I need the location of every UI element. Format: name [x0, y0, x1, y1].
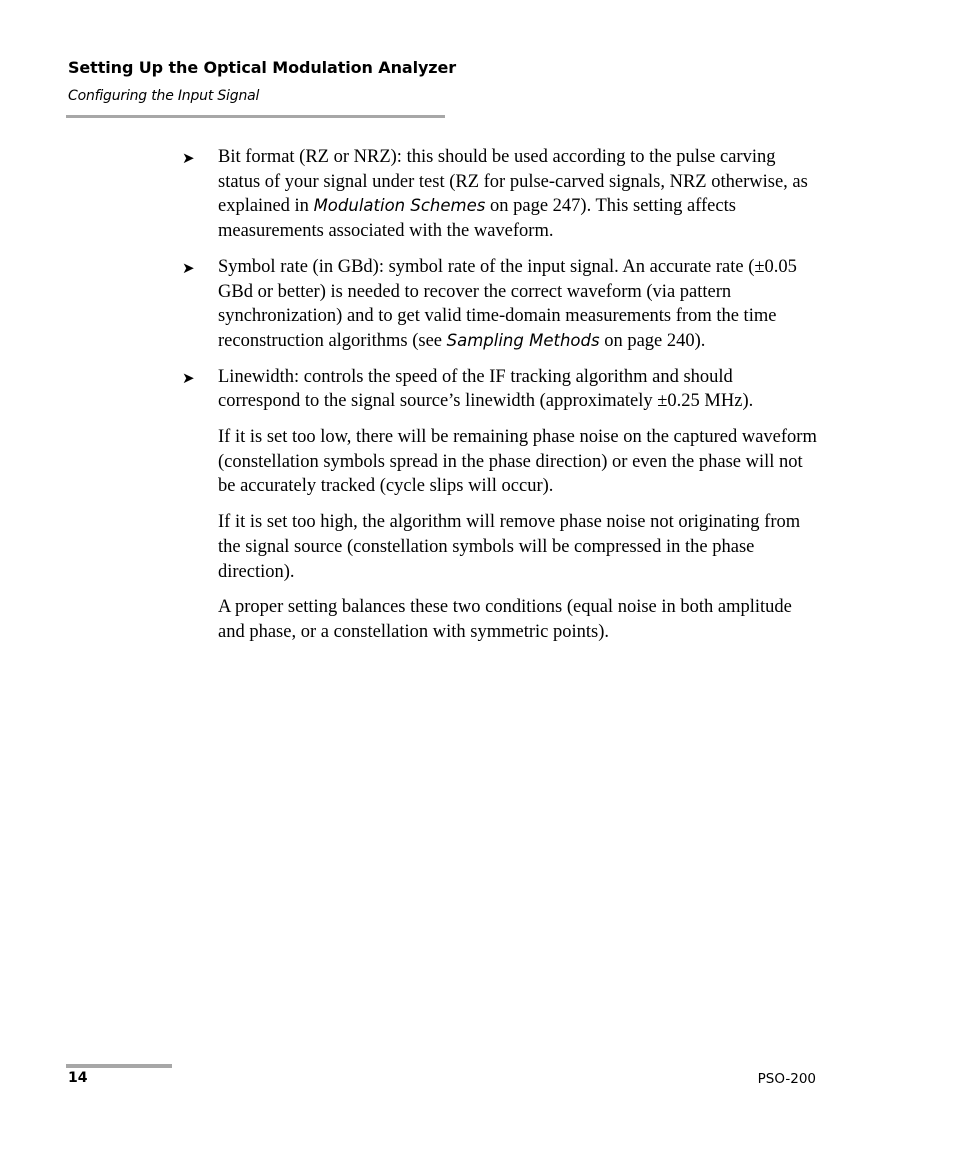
bullet-text: Symbol rate (in GBd): symbol rate of the input signal. An accurate rate (±0.05 GBd or better) is needed to recover the correct waveform (via pattern synchronization) and to get valid time-domain measurements from the time reconstruction algorithms (see [218, 256, 797, 351]
bullet-item-linewidth [182, 365, 818, 414]
cross-reference-link[interactable]: Sampling Methods [446, 330, 600, 350]
paragraph-proper-setting: A proper setting balances these two conditions (equal noise in both amplitude and phase, or a constellation with symmetric points). [218, 597, 792, 642]
page-header-title: Setting Up the Optical Modulation Analyzer [68, 58, 457, 77]
bullet-item-symbol-rate [182, 255, 818, 354]
bullet-text: on page 247). This setting affects measurements associated with the waveform. [218, 196, 736, 242]
bullet-arrow-icon: ➤ [182, 258, 195, 277]
paragraph-too-low: If it is set too low, there will be remaining phase noise on the captured waveform (constellation symbols spread in the phase direction) or even the phase will not be accurately tracked (cycle slips will occur). [218, 427, 817, 497]
cross-reference-link[interactable]: Modulation Schemes [313, 196, 486, 216]
page-number: 14 [68, 1070, 88, 1086]
main-content [182, 145, 818, 656]
footer-divider [66, 1064, 172, 1068]
product-name: PSO-200 [757, 1071, 816, 1087]
bullet-text: on page 240). [599, 330, 706, 351]
bullet-arrow-icon: ➤ [182, 368, 195, 387]
header-divider [66, 115, 445, 118]
bullet-text: Linewidth: controls the speed of the IF tracking algorithm and should correspond to the signal source’s linewidth (approximately ±0.25 MHz). [218, 366, 754, 412]
bullet-item-bit-format [182, 145, 818, 244]
paragraph-too-high: If it is set too high, the algorithm will remove phase noise not originating from the signal source (constellation symbols will be compressed in the phase direction). [218, 512, 801, 582]
bullet-arrow-icon: ➤ [182, 149, 195, 167]
page-header-subtitle: Configuring the Input Signal [68, 88, 260, 104]
bullet-text: Bit format (RZ or NRZ): this should be used according to the pulse carving status of your signal under test (RZ for pulse-carved signals, NRZ otherwise, as explained in [218, 147, 808, 217]
